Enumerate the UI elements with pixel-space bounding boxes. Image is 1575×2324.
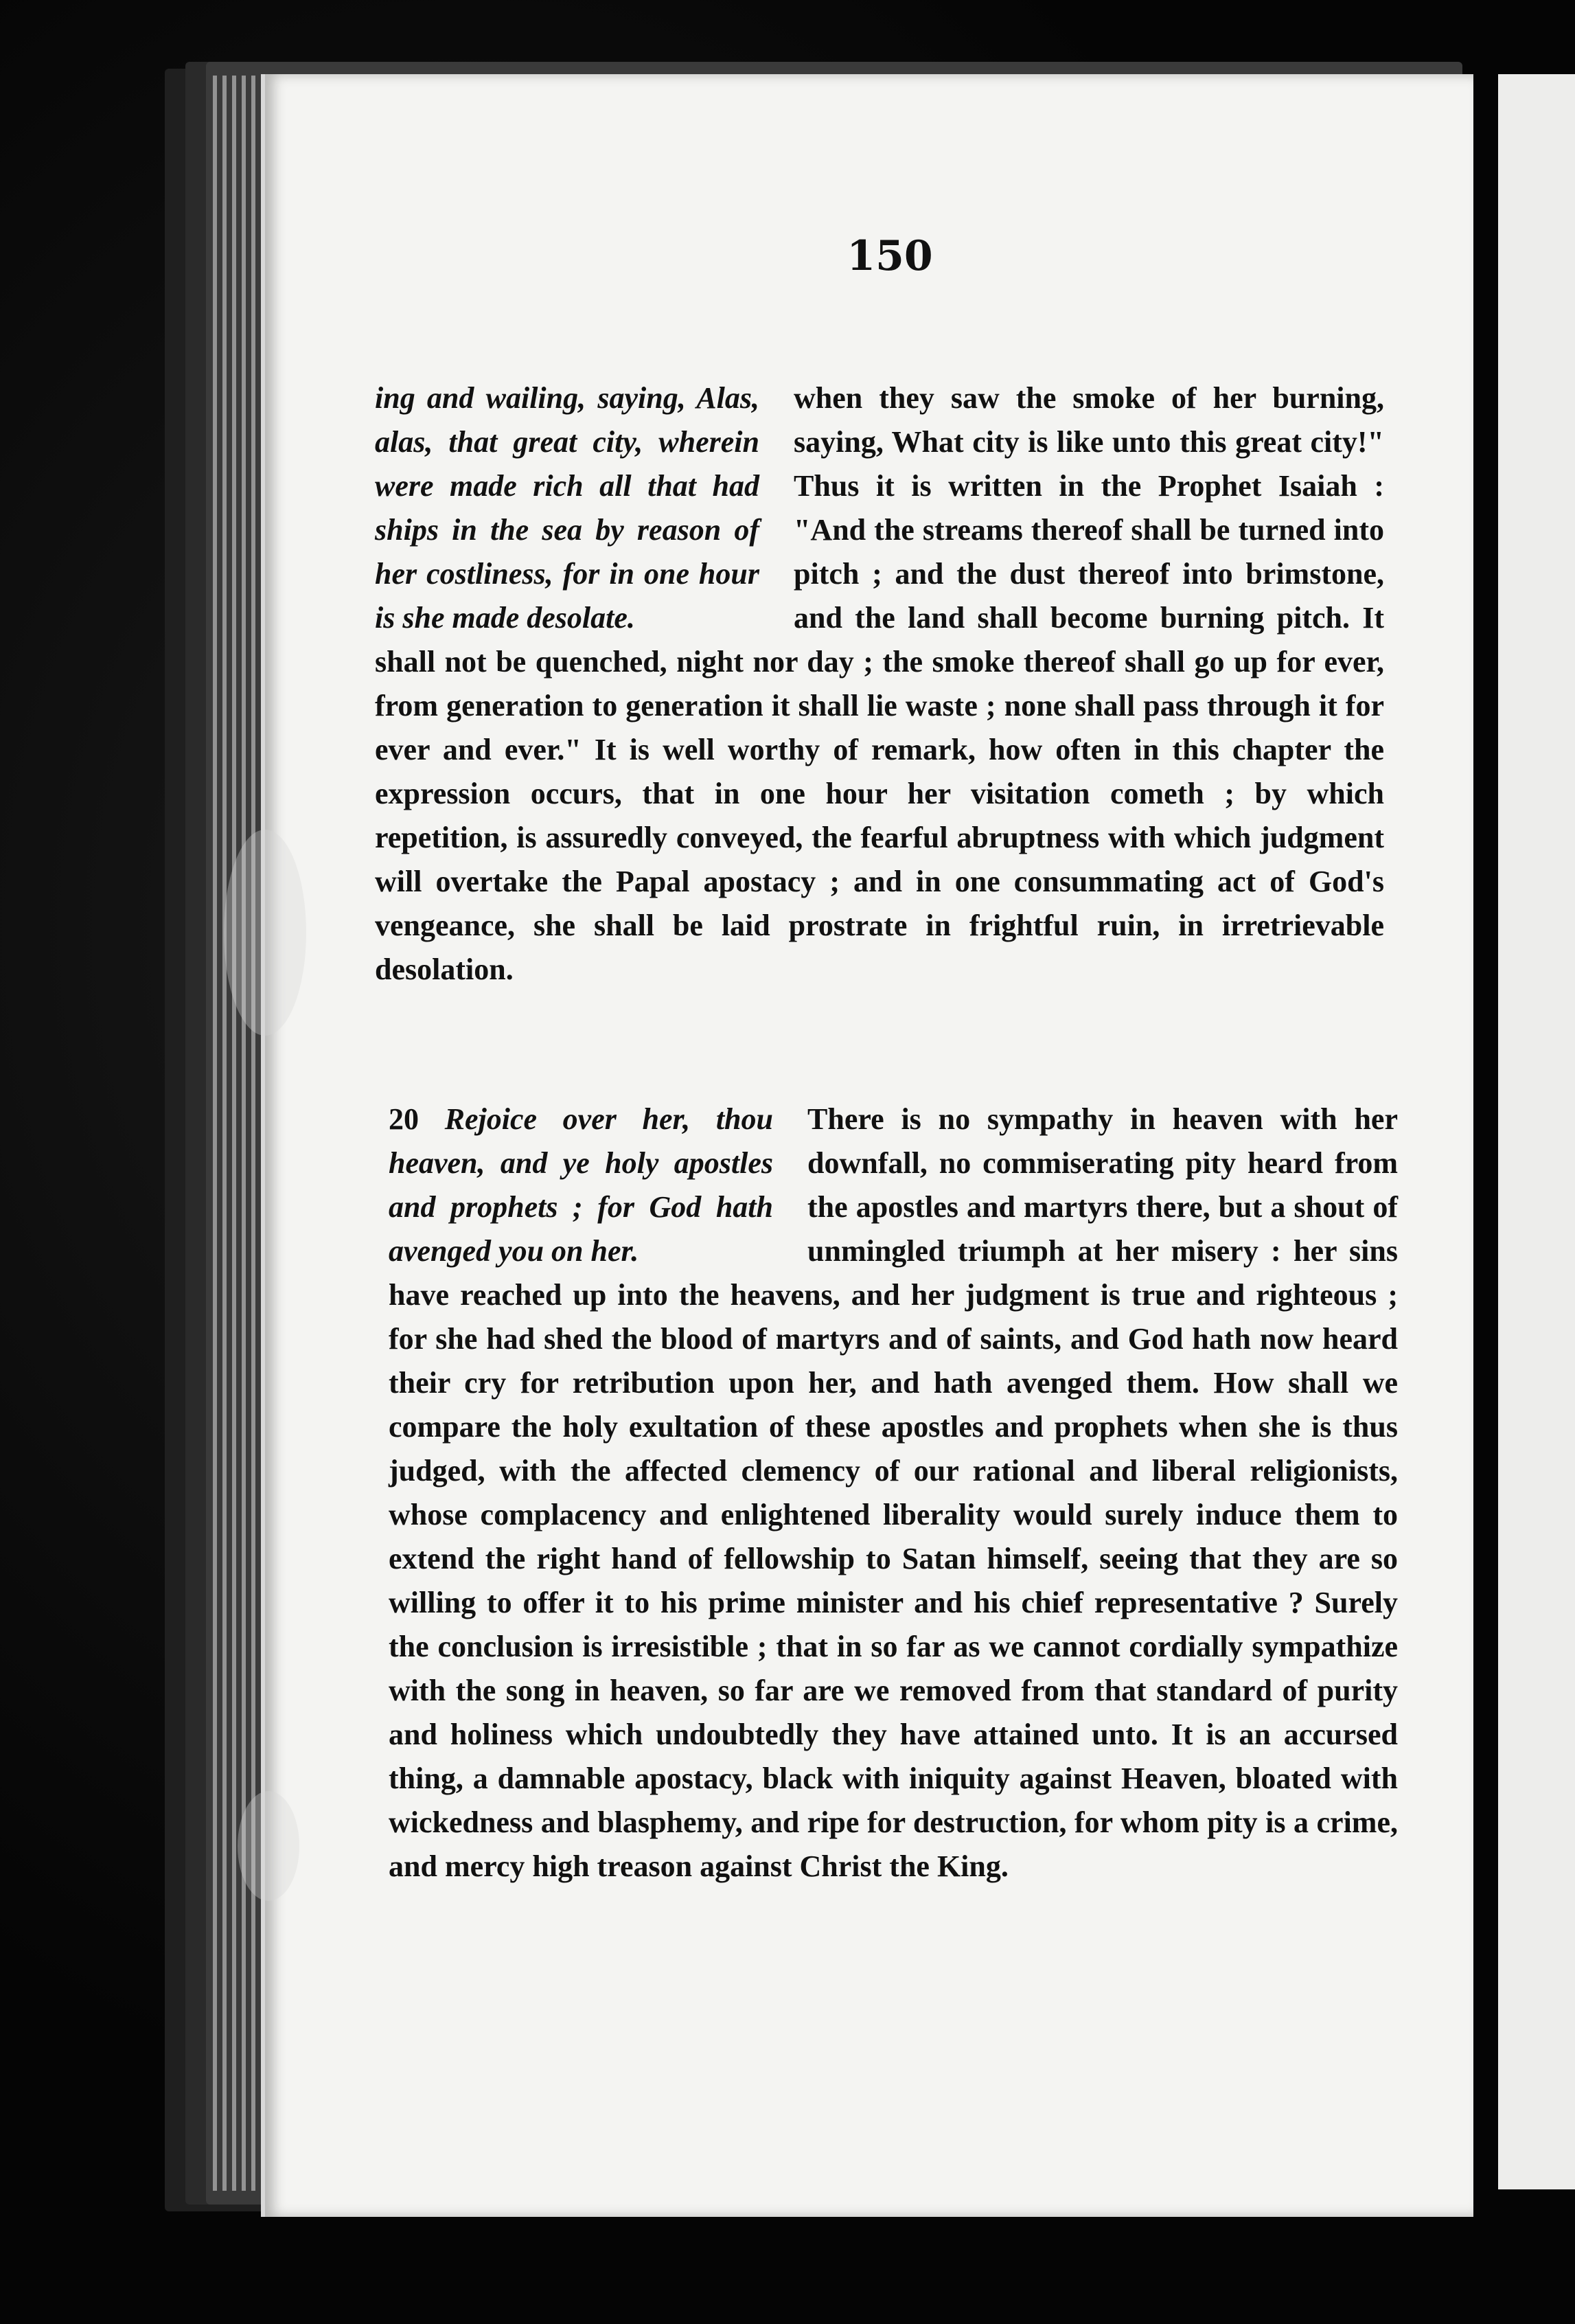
text-block-1 — [375, 376, 1384, 992]
commentary-text-2: There is no sympathy in heaven with her downfall, no commiserating pity heard from the apostles and martyrs there, but a shout of unmingled triumph at her misery : her sins have reached up into the heavens, and her judgment is true and righteous ; for she had shed the blood of martyrs and of saints, and God hath now heard their cry for retribution upon her, and hath avenged them. How shall we compare the holy exultation of these apostles and prophets when she is thus judged, with the affected clemency of our rational and liberal religionists, whose complacency and enlightened liberality would surely induce them to extend the right hand of fellowship to Satan himself, seeing that they are so willing to offer it to his prime minister and his chief representative ? Surely the conclusion is irresistible ; that in so far as we cannot cordially sympathize with the song in heaven, so far are we removed from that standard of purity and holiness which undoubtedly they have attained unto. It is an accursed thing, a damnable apostacy, black with iniquity against Heaven, bloated with wickedness and blasphemy, and ripe for destruction, for whom pity is a crime, and mercy high treason against Christ the King. — [389, 1102, 1398, 1883]
verse-text: Rejoice over her, thou heaven, and ye holy apostles and prophets ; for God hath avenged you on her. — [389, 1102, 773, 1268]
facing-page-edge — [1498, 74, 1575, 2189]
verse-number: 20 — [389, 1102, 419, 1136]
page-number: 150 — [847, 232, 933, 280]
commentary-text: when they saw the smoke of her burning, saying, What city is like unto this great city!" Thus it is written in the Prophet Isaiah : "And the streams thereof shall be turned into pitch ; and the dust thereof into brimstone, and the land shall become burning pitch. It shall not be quenched, night nor day ; the smoke thereof shall go up for ever, from generation to generation it shall lie waste ; none shall pass through it for ever and ever." It is well worthy of remark, how often in this chapter the expression occurs, that in one hour her visitation cometh ; by which repetition, is assuredly conveyed, the fearful abruptness with which judgment will overtake the Papal apostacy ; and in one consummating act of God's vengeance, she shall be laid prostrate in frightful ruin, in irretrievable desolation. — [375, 381, 1384, 986]
scripture-verse: ing and wailing, saying, Alas, alas, that great city, wherein were made rich all that had ships in the sea by reason of her costliness, for in one hour is she made desolate. — [375, 381, 759, 635]
book-page — [261, 74, 1473, 2217]
text-block-2 — [389, 1097, 1398, 1889]
scripture-verse-20 — [389, 1097, 773, 1273]
